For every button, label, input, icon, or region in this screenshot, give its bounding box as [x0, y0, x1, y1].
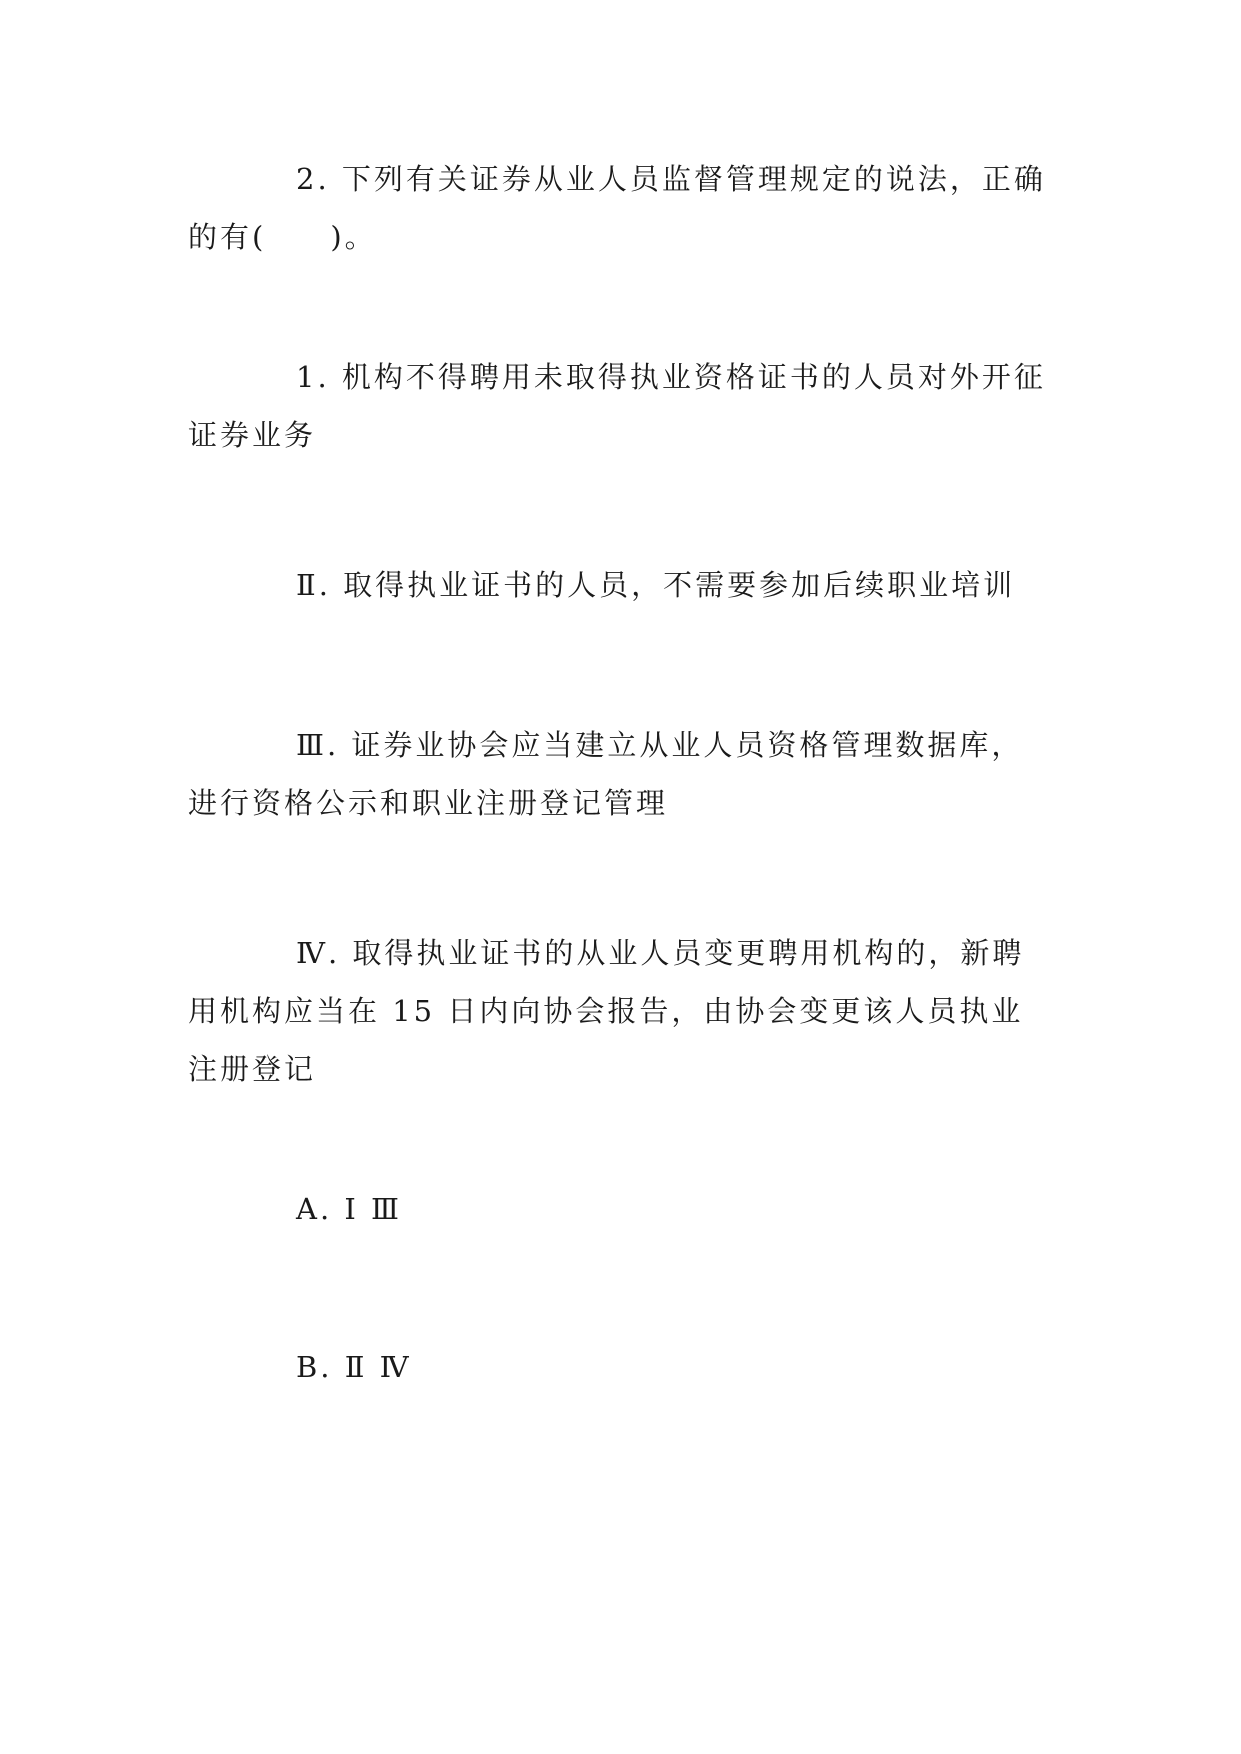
question-text: 2. 下列有关证券从业人员监督管理规定的说法，正确的有( )。: [188, 162, 1046, 254]
option-a: A. Ⅰ Ⅲ: [296, 1192, 403, 1226]
statement-3: Ⅲ. 证券业协会应当建立从业人员资格管理数据库，进行资格公示和职业注册登记管理: [188, 728, 1024, 820]
statement-2: Ⅱ. 取得执业证书的人员，不需要参加后续职业培训: [296, 568, 1016, 602]
statement-1: 1. 机构不得聘用未取得执业资格证书的人员对外开征证券业务: [188, 360, 1046, 452]
statement-4: Ⅳ. 取得执业证书的从业人员变更聘用机构的，新聘用机构应当在 15 日内向协会报告，由协会变更该人员执业注册登记: [188, 936, 1025, 1086]
option-b: B. Ⅱ Ⅳ: [296, 1350, 412, 1384]
